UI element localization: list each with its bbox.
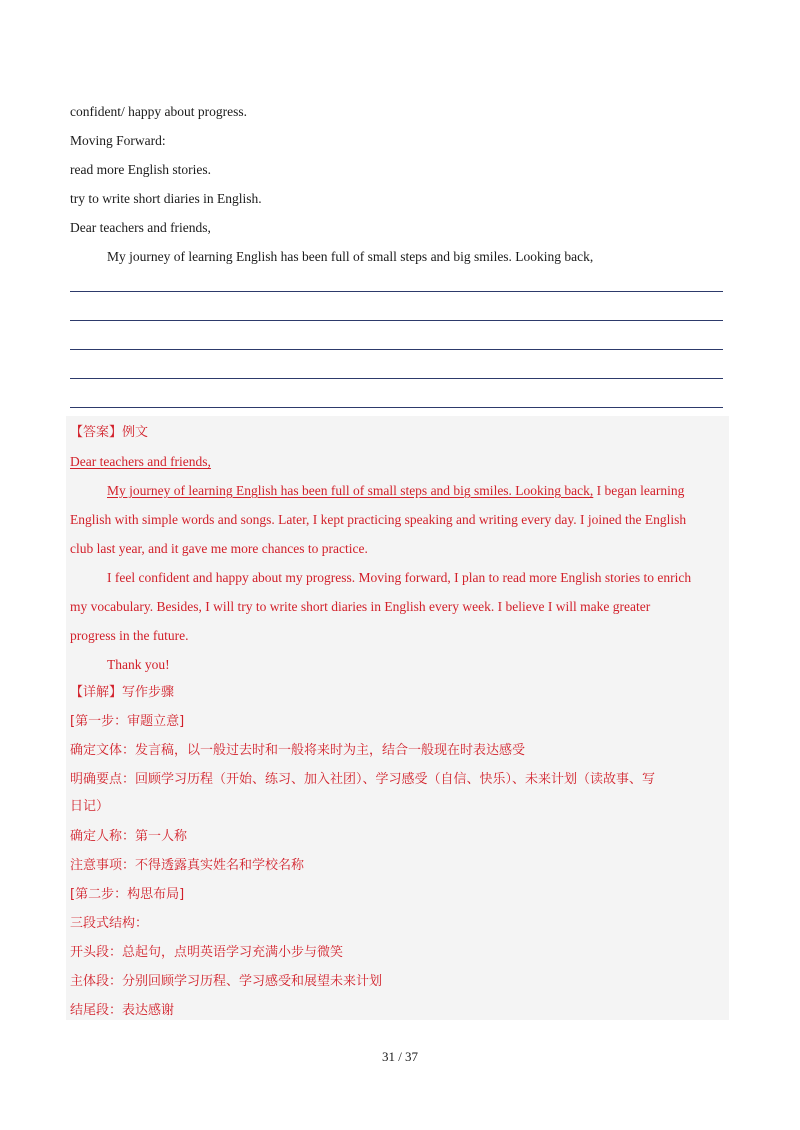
- writing-line-1: [70, 291, 723, 292]
- answer-paragraph-1-line-2: English with simple words and songs. Later, I kept practicing speaking and writing every day. I joined the English: [70, 512, 687, 527]
- answer-paragraph-1-line-3: club last year, and it gave me more chances to practice.: [70, 541, 368, 556]
- writing-line-4: [70, 378, 723, 379]
- notice-line: 注意事项：不得透露真实姓名和学校名称: [70, 858, 305, 873]
- genre-line: 确定文体：发言稿，以一般过去时和一般将来时为主，结合一般现在时表达感受: [70, 743, 526, 758]
- person-line: 确定人称：第一人称: [70, 829, 188, 844]
- page-number: 31 / 37: [381, 1049, 419, 1064]
- writing-line-2: [70, 320, 723, 321]
- answer-paragraph-1-line-1: [107, 482, 684, 500]
- answer-salutation: Dear teachers and friends,: [70, 454, 211, 469]
- answer-header: 【答案】例文: [70, 425, 149, 440]
- prompt-line-5: Dear teachers and friends,: [70, 220, 211, 235]
- answer-paragraph-2-line-3: progress in the future.: [70, 628, 189, 643]
- prompt-line-1: confident/ happy about progress.: [70, 104, 247, 119]
- prompt-line-3: read more English stories.: [70, 162, 211, 177]
- ending-paragraph-line: 结尾段：表达感谢: [70, 1003, 175, 1018]
- explanation-header: 【详解】写作步骤: [70, 685, 175, 700]
- answer-closing: Thank you!: [107, 657, 170, 672]
- step-2-title: [第二步：构思布局]: [70, 887, 185, 902]
- writing-line-3: [70, 349, 723, 350]
- writing-line-5: [70, 407, 723, 408]
- key-points-line-2: 日记）: [70, 799, 110, 814]
- structure-line: 三段式结构：: [70, 916, 149, 931]
- key-points-line-1: 明确要点：回顾学习历程（开始、练习、加入社团）、学习感受（自信、快乐）、未来计划（读故事、写: [70, 772, 656, 787]
- prompt-opening-sentence: My journey of learning English has been full of small steps and big smiles. Looking back,: [107, 249, 594, 264]
- opening-paragraph-line: 开头段：总起句，点明英语学习充满小步与微笑: [70, 945, 344, 960]
- step-1-title: [第一步：审题立意]: [70, 714, 185, 729]
- answer-continuation: I began learning: [593, 483, 685, 498]
- prompt-line-2: Moving Forward:: [70, 133, 166, 148]
- body-paragraph-line: 主体段：分别回顾学习历程、学习感受和展望未来计划: [70, 974, 383, 989]
- answer-paragraph-2-line-2: my vocabulary. Besides, I will try to write short diaries in English every week. I believe I will make greater: [70, 599, 651, 614]
- given-opening-sentence: My journey of learning English has been full of small steps and big smiles. Looking back,: [107, 483, 594, 498]
- answer-paragraph-2-line-1: I feel confident and happy about my progress. Moving forward, I plan to read more English stories to enrich: [107, 570, 692, 585]
- prompt-line-4: try to write short diaries in English.: [70, 191, 262, 206]
